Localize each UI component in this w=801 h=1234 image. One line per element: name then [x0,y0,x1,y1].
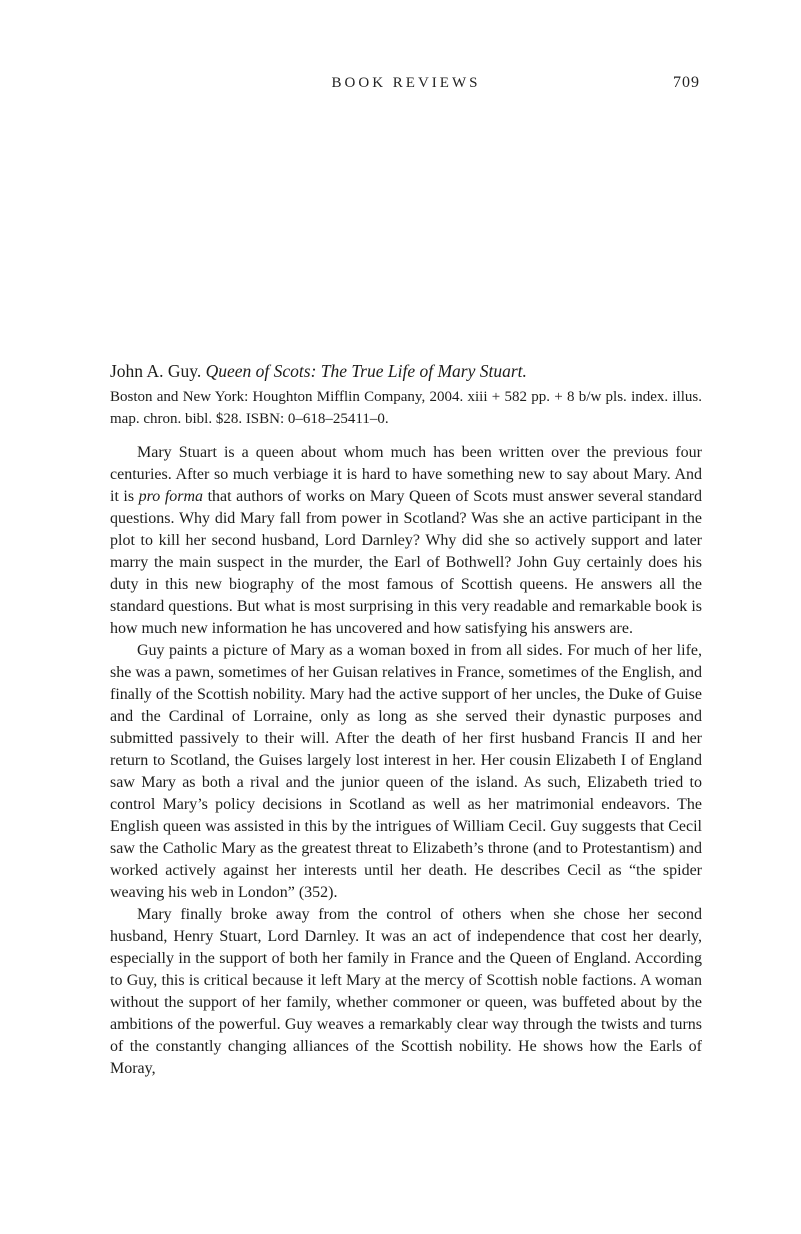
paragraph-2: Guy paints a picture of Mary as a woman boxed in from all sides. For much of her life, she was a pawn, sometimes of her Guisan relatives in France, sometimes of the English, and finally of the Scottish nobility. Mary had the active support of her uncles, the Duke of Guise and the Cardinal of Lorraine, only as long as she served their dynastic purposes and submitted passively to their will. After the death of her first husband Francis II and her return to Scotland, the Guises largely lost interest in her. Her cousin Elizabeth I of England saw Mary as both a rival and the junior queen of the island. As such, Elizabeth tried to control Mary’s policy decisions in Scotland as well as her matrimonial endeavors. The English queen was assisted in this by the intrigues of William Cecil. Guy suggests that Cecil saw the Catholic Mary as the greatest threat to Elizabeth’s throne (and to Protestantism) and worked actively against her interests until her death. He describes Cecil as “the spider weaving his web in London” (352). [110,642,702,901]
paragraph-3: Mary finally broke away from the control of others when she chose her second husband, Henry Stuart, Lord Darnley. It was an act of independence that cost her dearly, especially in the support of both her family in France and the Queen of England. According to Guy, this is critical because it left Mary at the mercy of Scottish noble factions. A woman without the support of her family, whether commoner or queen, was buffeted about by the ambitions of the powerful. Guy weaves a remarkably clear way through the twists and turns of the constantly changing alliances of the Scottish nobility. He shows how the Earls of Moray, [110,906,702,1077]
page-number: 709 [673,74,700,91]
citation-heading [110,358,702,384]
running-head: BOOK REVIEWS [331,75,481,91]
review-body [110,442,702,1080]
paragraph-1-text-a: Mary Stuart is a queen about whom much has been written over the previous four centuries. After so much verbiage it is hard to have something new to say about Mary. And it is [110,444,702,505]
paragraph-1 [110,442,702,640]
paragraph-1-italic-phrase: pro forma [138,488,204,505]
citation-author: John A. Guy. [110,361,206,381]
book-citation [110,358,702,430]
page-header [110,74,702,94]
citation-book-title: Queen of Scots: The True Life of Mary Stuart. [205,361,527,381]
citation-details: Boston and New York: Houghton Mifflin Company, 2004. xiii + 582 pp. + 8 b/w pls. index. illus. map. chron. bibl. $28. ISBN: 0–618–25411–0. [110,389,702,427]
paragraph-1-text-b: that authors of works on Mary Queen of Scots must answer several standard questions. Why did Mary fall from power in Scotland? Was she an active participant in the plot to kill her second husband, Lord Darnley? Why did she so actively support and later marry the main suspect in the murder, the Earl of Bothwell? John Guy certainly does his duty in this new biography of the most famous of Scottish queens. He answers all the standard questions. But what is most surprising in this very readable and remarkable book is how much new information he has uncovered and how satisfying his answers are. [110,488,703,637]
